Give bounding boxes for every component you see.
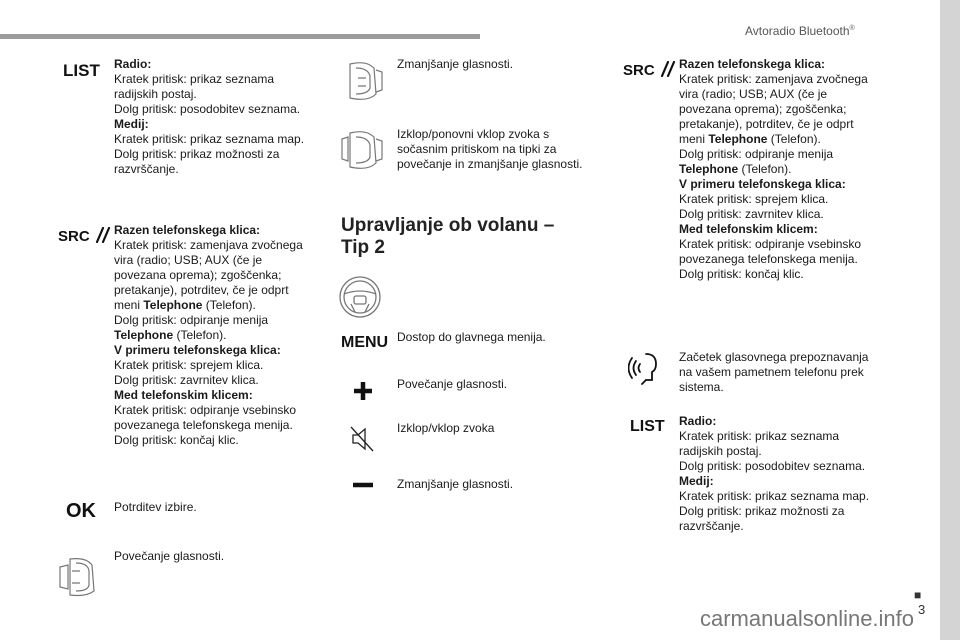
line: pretakanje), potrditev, če je odprt xyxy=(679,117,854,131)
watermark: carmanualsonline.info xyxy=(700,606,915,631)
mute2-text: Izklop/vklop zvoka xyxy=(397,421,495,435)
line: radijskih postaj. xyxy=(114,87,197,101)
line: vira (radio; USB; AUX (če je xyxy=(114,253,263,267)
steering-wheel-icon xyxy=(337,274,383,320)
line: razvrščanje. xyxy=(114,162,179,176)
line: Razen telefonskega klica: xyxy=(114,223,261,237)
src-icon xyxy=(58,227,112,245)
line: Izklop/ponovni vklop zvoka s xyxy=(397,127,550,141)
line: V primeru telefonskega klica: xyxy=(679,177,846,191)
line: Kratek pritisk: zamenjava zvočnega xyxy=(114,238,303,252)
line: povezanega telefonskega menija. xyxy=(114,418,293,432)
line: Radio: xyxy=(114,57,152,71)
line: na vašem pametnem telefonu prek xyxy=(679,365,864,379)
section-heading xyxy=(341,215,554,259)
line: Dolg pritisk: odpiranje menija xyxy=(114,313,269,327)
line: povezana oprema); zgoščenka; xyxy=(679,102,847,116)
line: Dolg pritisk: posodobitev seznama. xyxy=(114,102,301,116)
minus-text: Zmanjšanje glasnosti. xyxy=(397,477,514,491)
line: Dolg pritisk: zavrnitev klica. xyxy=(679,207,824,221)
telephone-term: Telephone xyxy=(143,298,203,312)
line: pretakanje), potrditev, če je odprt xyxy=(114,283,289,297)
src-icon-label: SRC xyxy=(58,228,90,245)
page-header xyxy=(745,24,855,38)
list-icon: LIST xyxy=(630,418,665,435)
text: meni xyxy=(114,298,144,312)
ok-icon: OK xyxy=(66,500,96,522)
menu-text: Dostop do glavnega menija. xyxy=(397,330,546,344)
line: sistema. xyxy=(679,380,724,394)
voice-recognition-icon xyxy=(628,350,662,386)
mute-text xyxy=(397,127,582,172)
line: Kratek pritisk: zamenjava zvočnega xyxy=(679,72,868,86)
line: Dolg pritisk: odpiranje menija xyxy=(679,147,834,161)
header-title: Avtoradio Bluetooth xyxy=(745,24,850,38)
src-slash-glyph xyxy=(659,61,677,77)
line xyxy=(114,328,303,343)
text: (Telefon). xyxy=(202,298,256,312)
top-rule xyxy=(0,34,480,39)
line: sočasnim pritiskom na tipki za xyxy=(397,142,557,156)
line: povezana oprema); zgoščenka; xyxy=(114,268,282,282)
text: meni xyxy=(679,132,709,146)
line: Kratek pritisk: odpiranje vsebinsko xyxy=(679,237,862,251)
col3-src-block xyxy=(679,57,868,282)
line: Dolg pritisk: zavrnitev klica. xyxy=(114,373,259,387)
src-slash-glyph xyxy=(94,227,112,243)
line: Kratek pritisk: sprejem klica. xyxy=(114,358,264,372)
line: radijskih postaj. xyxy=(679,444,762,458)
heading-line: Upravljanje ob volanu – xyxy=(341,215,555,236)
header-sup: ® xyxy=(849,25,855,32)
line: vira (radio; USB; AUX (če je xyxy=(679,87,828,101)
line xyxy=(114,298,303,313)
line: razvrščanje. xyxy=(679,519,744,533)
line: Dolg pritisk: končaj klic. xyxy=(679,267,804,281)
side-tab xyxy=(940,0,960,640)
plus-icon xyxy=(352,380,374,402)
steering-switch-mute-icon xyxy=(340,127,386,173)
mute-speaker-icon xyxy=(349,425,375,453)
steering-switch-vol-down-icon xyxy=(340,58,386,104)
line: Kratek pritisk: prikaz seznama xyxy=(114,72,275,86)
col1-radio-list xyxy=(114,57,304,177)
line xyxy=(679,162,868,177)
line: Dolg pritisk: prikaz možnosti za xyxy=(679,504,845,518)
col3-radio-list xyxy=(679,414,869,534)
menu-icon: MENU xyxy=(341,334,389,351)
line: Začetek glasovnega prepoznavanja xyxy=(679,350,869,364)
line: povečanje in zmanjšanje glasnosti. xyxy=(397,157,583,171)
line xyxy=(679,132,868,147)
line: Medij: xyxy=(114,117,149,131)
line: V primeru telefonskega klica: xyxy=(114,343,281,357)
vol-down-text: Zmanjšanje glasnosti. xyxy=(397,57,514,71)
src-icon xyxy=(623,61,677,79)
plus-text: Povečanje glasnosti. xyxy=(397,377,508,391)
col1-src-block xyxy=(114,223,303,448)
line: Dolg pritisk: prikaz možnosti za xyxy=(114,147,280,161)
line: Medij: xyxy=(679,474,714,488)
list-icon: LIST xyxy=(63,61,100,80)
text: (Telefon). xyxy=(738,162,792,176)
end-mark: ■ xyxy=(914,588,922,602)
line: Dolg pritisk: posodobitev seznama. xyxy=(679,459,866,473)
page-number: 3 xyxy=(918,602,926,617)
vol-up-text: Povečanje glasnosti. xyxy=(114,549,225,563)
telephone-term: Telephone xyxy=(679,162,739,176)
text: (Telefon). xyxy=(767,132,821,146)
line: Kratek pritisk: odpiranje vsebinsko xyxy=(114,403,297,417)
line: Med telefonskim klicem: xyxy=(114,388,253,402)
line: Kratek pritisk: prikaz seznama map. xyxy=(679,489,870,503)
ok-text: Potrditev izbire. xyxy=(114,500,197,514)
heading-line: Tip 2 xyxy=(341,237,385,258)
voice-text xyxy=(679,350,868,395)
line: povezanega telefonskega menija. xyxy=(679,252,858,266)
line: Kratek pritisk: prikaz seznama xyxy=(679,429,840,443)
src-icon-label: SRC xyxy=(623,62,655,79)
line: Kratek pritisk: prikaz seznama map. xyxy=(114,132,305,146)
line: Med telefonskim klicem: xyxy=(679,222,818,236)
line: Radio: xyxy=(679,414,717,428)
steering-switch-vol-up-icon xyxy=(56,555,102,599)
minus-icon xyxy=(352,480,374,490)
line: Kratek pritisk: sprejem klica. xyxy=(679,192,829,206)
telephone-term: Telephone xyxy=(708,132,768,146)
line: Dolg pritisk: končaj klic. xyxy=(114,433,239,447)
text: (Telefon). xyxy=(173,328,227,342)
telephone-term: Telephone xyxy=(114,328,174,342)
line: Razen telefonskega klica: xyxy=(679,57,826,71)
